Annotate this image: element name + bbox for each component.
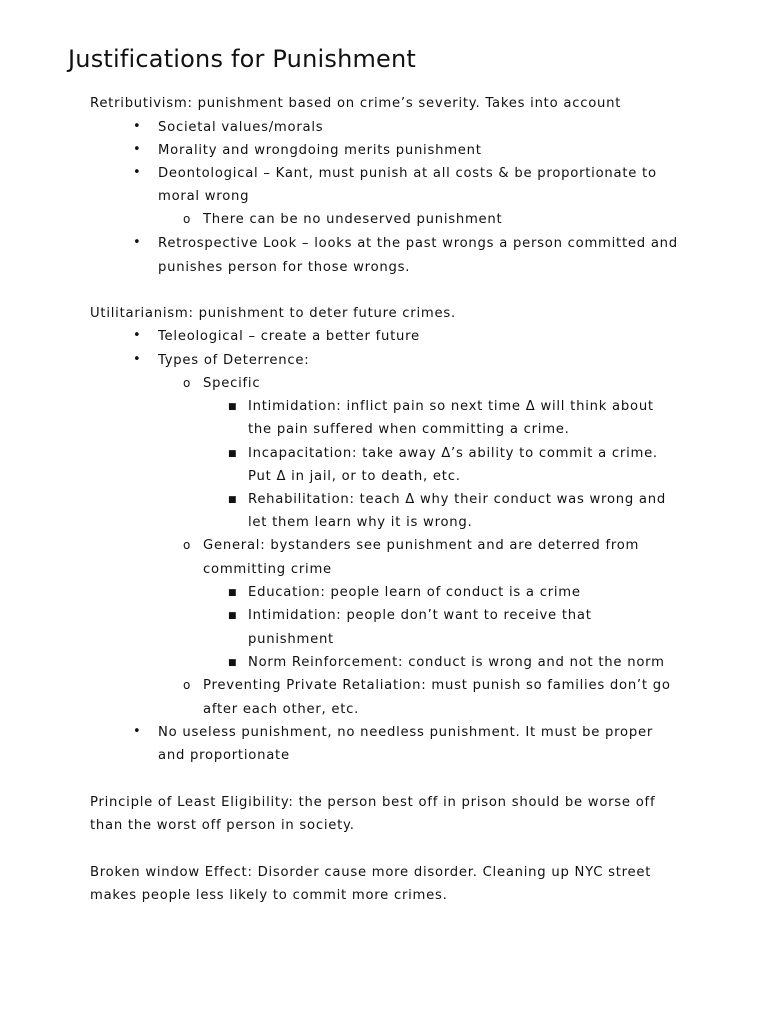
broken-window-paragraph: Broken window Effect: Disorder cause more disorder. Cleaning up NYC street: [90, 865, 652, 880]
list-item-continuation: the pain suffered when committing a crime.: [248, 422, 570, 437]
retributivism-heading: Retributivism: punishment based on crime’s severity. Takes into account: [90, 96, 622, 111]
list-item: Teleological – create a better future: [158, 329, 420, 344]
list-item: No useless punishment, no needless punishment. It must be proper: [158, 725, 654, 740]
sub-bullet-marker: o: [183, 538, 191, 552]
list-item-continuation: after each other, etc.: [203, 702, 360, 717]
sub-bullet-marker: o: [183, 678, 191, 692]
sub-list-item: Preventing Private Retaliation: must punish so families don’t go: [203, 678, 671, 693]
sub-sub-list-item: Incapacitation: take away Δ’s ability to commit a crime.: [248, 446, 658, 461]
bullet-marker: [133, 352, 141, 367]
least-eligibility-continuation: than the worst off person in society.: [90, 818, 355, 833]
sub-list-item: There can be no undeserved punishment: [203, 212, 503, 227]
sub-list-item: Specific: [203, 376, 261, 391]
list-item-continuation: punishment: [248, 632, 334, 647]
least-eligibility-paragraph: Principle of Least Eligibility: the person best off in prison should be worse off: [90, 795, 656, 810]
sub-bullet-marker: o: [183, 212, 191, 226]
sub-list-item: General: bystanders see punishment and are deterred from: [203, 538, 640, 553]
bullet-marker: [133, 235, 141, 250]
bullet-marker: [133, 328, 141, 343]
sub-sub-bullet-marker: ■: [228, 449, 237, 459]
sub-sub-bullet-marker: ■: [228, 495, 237, 505]
page-title: Justifications for Punishment: [68, 45, 417, 73]
list-item: Types of Deterrence:: [158, 353, 310, 368]
sub-sub-bullet-marker: ■: [228, 402, 237, 412]
list-item-continuation: and proportionate: [158, 748, 290, 763]
bullet-marker: [133, 119, 141, 134]
list-item: Societal values/morals: [158, 120, 324, 135]
sub-sub-list-item: Intimidation: people don’t want to receive that: [248, 608, 592, 623]
list-item: Morality and wrongdoing merits punishment: [158, 143, 482, 158]
sub-sub-bullet-marker: ■: [228, 588, 237, 598]
list-item-continuation: moral wrong: [158, 189, 250, 204]
sub-sub-bullet-marker: ■: [228, 611, 237, 621]
list-item-continuation: Put Δ in jail, or to death, etc.: [248, 469, 461, 484]
sub-bullet-marker: o: [183, 376, 191, 390]
list-item: Deontological – Kant, must punish at all costs & be proportionate to: [158, 166, 657, 181]
list-item-continuation: committing crime: [203, 562, 332, 577]
bullet-marker: [133, 142, 141, 157]
sub-sub-list-item: Rehabilitation: teach Δ why their conduct was wrong and: [248, 492, 666, 507]
bullet-marker: [133, 165, 141, 180]
list-item-continuation: punishes person for those wrongs.: [158, 260, 411, 275]
sub-sub-list-item: Education: people learn of conduct is a crime: [248, 585, 581, 600]
sub-sub-list-item: Intimidation: inflict pain so next time Δ will think about: [248, 399, 654, 414]
list-item-continuation: let them learn why it is wrong.: [248, 515, 473, 530]
list-item: Retrospective Look – looks at the past wrongs a person committed and: [158, 236, 678, 251]
utilitarianism-heading: Utilitarianism: punishment to deter future crimes.: [90, 306, 456, 321]
sub-sub-list-item: Norm Reinforcement: conduct is wrong and not the norm: [248, 655, 665, 670]
broken-window-continuation: makes people less likely to commit more crimes.: [90, 888, 448, 903]
bullet-marker: [133, 724, 141, 739]
sub-sub-bullet-marker: ■: [228, 658, 237, 668]
